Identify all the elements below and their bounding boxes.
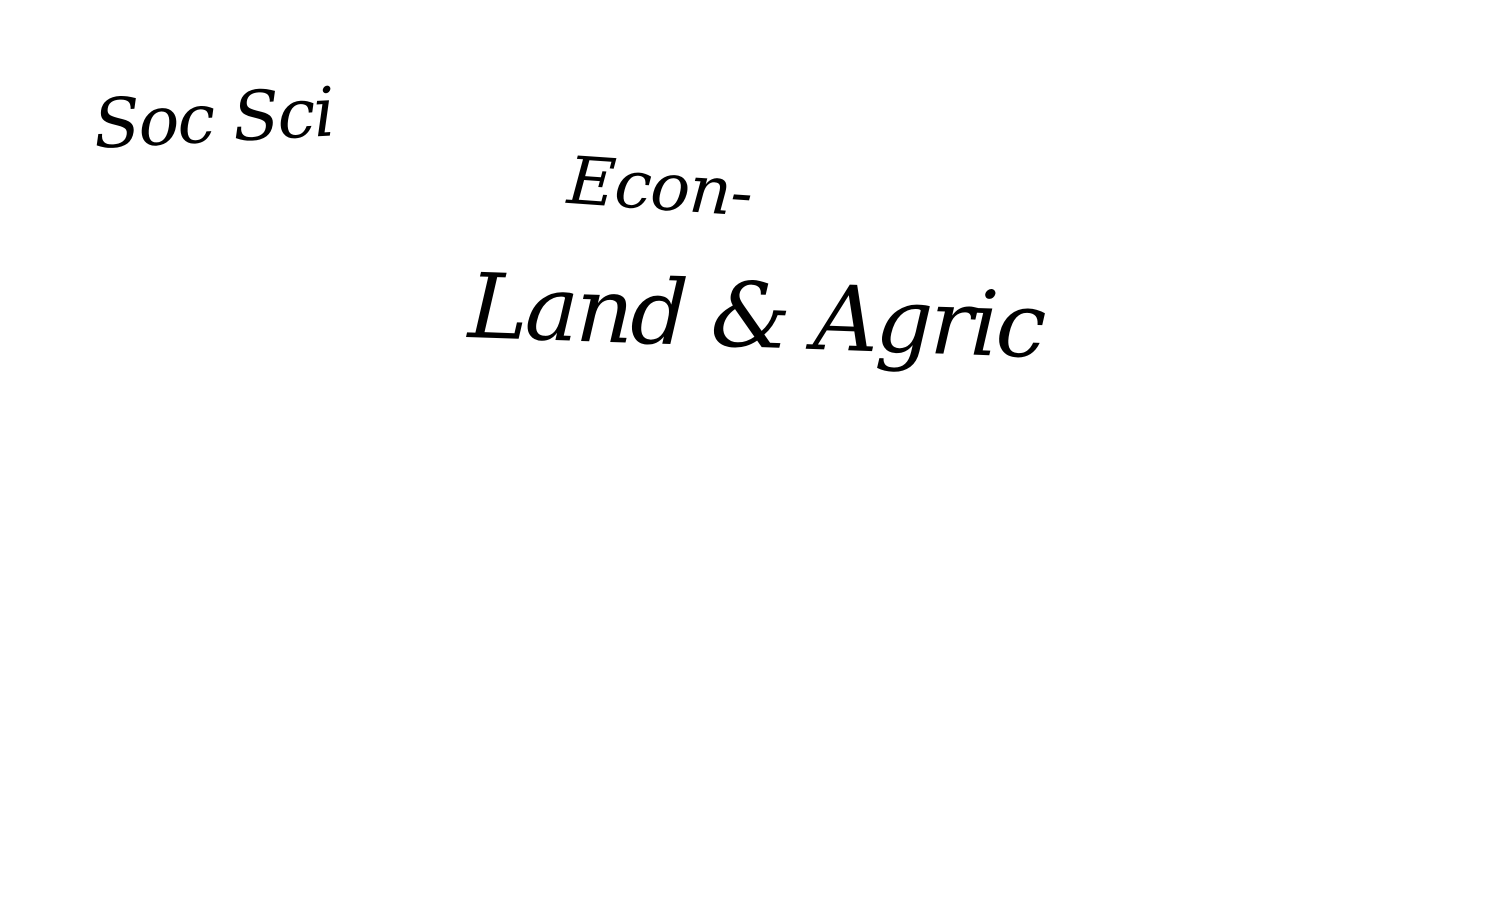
handwritten-note-soc-sci: Soc Sci [91,73,336,165]
handwritten-note-econ: Econ- [565,142,755,232]
handwritten-note-land-agric: Land & Agric [466,254,1046,380]
